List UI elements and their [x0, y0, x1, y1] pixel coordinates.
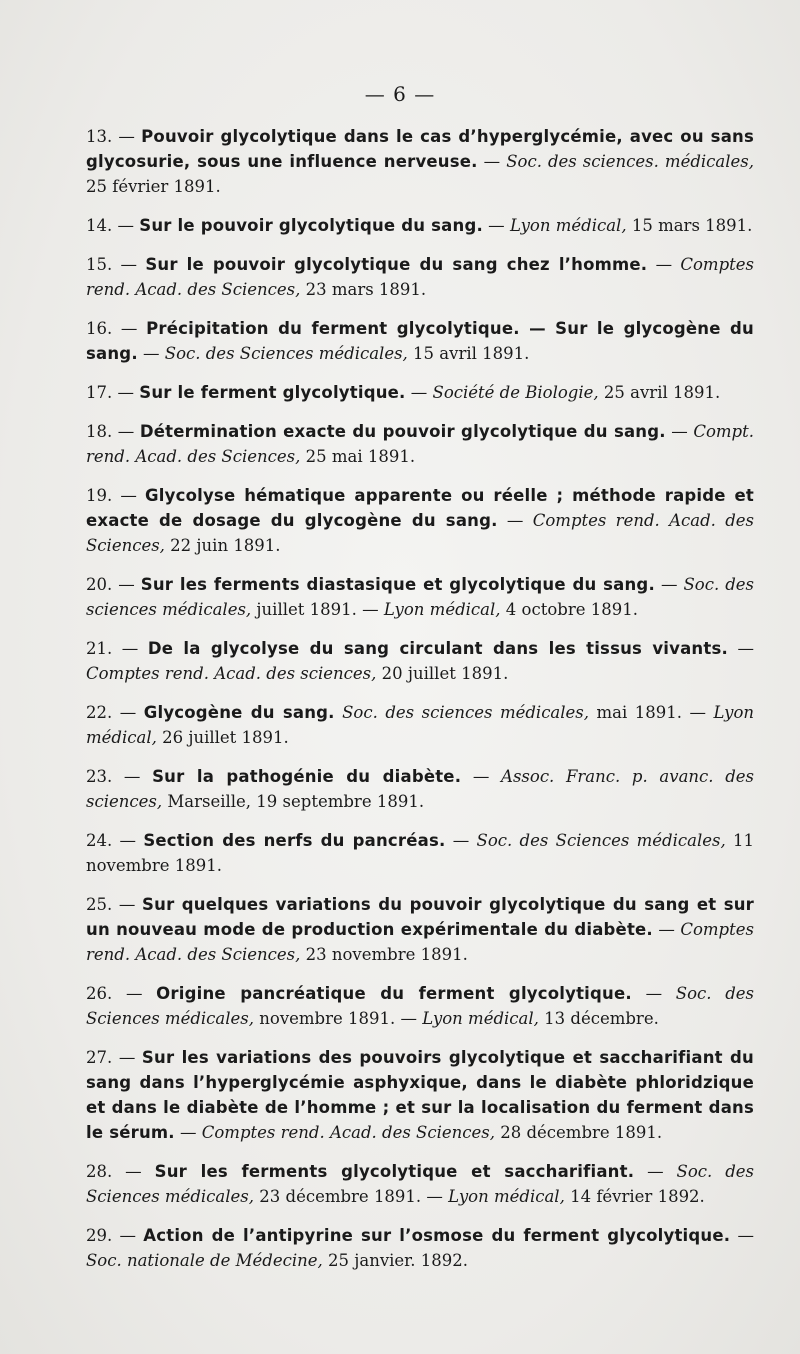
entry-title: Pouvoir glycolytique dans le cas d’hyperglycémie, avec ou sans glycosurie, sous une influence nerveuse. [86, 127, 754, 171]
entry-number: 17. — [86, 383, 140, 402]
bibliography-entry: 28. — Sur les ferments glycolytique et saccharifiant. — Soc. des Sciences médicales, 23 décembre 1891. — Lyon médical, 14 février 1892. [86, 1162, 755, 1206]
entry-number: 21. — [86, 639, 148, 658]
entry-date: 20 juillet 1891. [376, 664, 509, 683]
entry-date-secondary: 26 juillet 1891. [156, 728, 289, 747]
page-number: — 6 — [364, 82, 436, 106]
bibliography-entry: 16. — Précipitation du ferment glycolytique. — Sur le glycogène du sang. — Soc. des Sciences médicales, 15 avril 1891. [86, 319, 754, 363]
bibliography-entry: 17. — Sur le ferment glycolytique. — Société de Biologie, 25 avril 1891. [86, 383, 721, 402]
entry-date: 23 décembre 1891. — [254, 1187, 449, 1206]
entry-date: 28 décembre 1891. [494, 1123, 663, 1142]
entry-source: Compt. rend. Acad. des Sciences, [86, 422, 754, 466]
entry-source: Société de Biologie, [432, 383, 599, 402]
entry-number: 22. — [86, 703, 144, 722]
entry-number: 20. — [86, 575, 141, 594]
entry-number: 14. — [86, 216, 140, 235]
entry-source: Comptes rend. Acad. des Sciences, [86, 255, 754, 299]
entry-date: 25 avril 1891. [598, 383, 721, 402]
bibliography-entry: 13. — Pouvoir glycolytique dans le cas d’hyperglycémie, avec ou sans glycosurie, sous une influence nerveuse. — Soc. des sciences. médicales, 25 février 1891. [86, 127, 755, 196]
entry-source: Comptes rend. Acad. des Sciences, [86, 920, 754, 964]
entry-date: 25 février 1891. [86, 177, 221, 196]
entry-number: 24. — [86, 831, 144, 850]
entry-title: Sur quelques variations du pouvoir glycolytique du sang et sur un nouveau mode de production expérimentale du diabète. [86, 895, 754, 939]
entry-title: Précipitation du ferment glycolytique. — Sur le glycogène du sang. [86, 319, 754, 363]
entry-date: 23 novembre 1891. [300, 945, 468, 964]
entry-title: Action de l’antipyrine sur l’osmose du ferment glycolytique. [143, 1226, 731, 1245]
entry-number: 15. — [86, 255, 146, 274]
entry-number: 13. — [86, 127, 142, 146]
entry-date: Marseille, 19 septembre 1891. [162, 792, 425, 811]
entry-date: 15 mars 1891. [626, 216, 753, 235]
entry-title: Section des nerfs du pancréas. [143, 831, 446, 850]
bibliography-entry: 27. — Sur les variations des pouvoirs glycolytique et saccharifiant du sang dans l’hyperglycémie asphyxique, dans le diabète phloridzique et dans le diabète de l’homme ; et sur la localisation du ferment dans le sérum. — Comptes rend. Acad. des Sciences, 28 décembre 1891. [86, 1048, 754, 1142]
entry-source: Comptes rend. Acad. des Sciences, [201, 1123, 495, 1142]
entry-number: 26. — [86, 984, 157, 1003]
entry-date: 23 mars 1891. [300, 280, 427, 299]
entry-date: juillet 1891. — [251, 600, 384, 619]
entry-source: Soc. nationale de Médecine, [86, 1251, 323, 1270]
entry-source: Soc. des sciences. médicales, [506, 152, 755, 171]
entry-source: Assoc. Franc. p. avanc. des sciences, [86, 767, 754, 811]
entry-date: mai 1891. — [589, 703, 714, 722]
entry-number: 18. — [86, 422, 140, 441]
entry-source: Soc. des sciences médicales, [86, 575, 755, 619]
bibliography-entry: 29. — Action de l’antipyrine sur l’osmose du ferment glycolytique. — Soc. nationale de Médecine, 25 janvier. 1892. [86, 1226, 754, 1270]
entry-date-secondary: 13 décembre. [538, 1009, 659, 1028]
entry-title: De la glycolyse du sang circulant dans les tissus vivants. [147, 639, 728, 658]
bibliography-entry: 18. — Détermination exacte du pouvoir glycolytique du sang. — Compt. rend. Acad. des Sciences, 25 mai 1891. [86, 422, 754, 466]
entry-date: 22 juin 1891. [164, 536, 281, 555]
entry-source: Soc. des Sciences médicales, [476, 831, 726, 850]
bibliography-entry: 26. — Origine pancréatique du ferment glycolytique. — Soc. des Sciences médicales, novembre 1891. — Lyon médical, 13 décembre. [86, 984, 755, 1028]
entry-number: 29. — [86, 1226, 144, 1245]
bibliography-entry: 21. — De la glycolyse du sang circulant dans les tissus vivants. — Comptes rend. Acad. des sciences, 20 juillet 1891. [86, 639, 755, 683]
entry-source: Soc. des Sciences médicales, [86, 1162, 755, 1206]
entry-source-secondary: Lyon médical, [383, 600, 501, 619]
entry-number: 28. — [86, 1162, 155, 1181]
entry-title: Sur les ferments diastasique et glycolytique du sang. [140, 575, 655, 594]
entry-source: Comptes rend. Acad. des sciences, [86, 664, 377, 683]
bibliography-entry: 24. — Section des nerfs du pancréas. — Soc. des Sciences médicales, 11 novembre 1891. [86, 831, 755, 875]
bibliography-entry: 25. — Sur quelques variations du pouvoir glycolytique du sang et sur un nouveau mode de production expérimentale du diabète. — Comptes rend. Acad. des Sciences, 23 novembre 1891. [86, 895, 754, 964]
entry-title: Sur le pouvoir glycolytique du sang. [139, 216, 483, 235]
entry-title: Sur le ferment glycolytique. [139, 383, 406, 402]
entry-date-secondary: 4 octobre 1891. [500, 600, 638, 619]
entry-source-secondary: Lyon médical, [422, 1009, 539, 1028]
entry-source: Soc. des Sciences médicales, [86, 984, 755, 1028]
bibliography-entry: 20. — Sur les ferments diastasique et glycolytique du sang. — Soc. des sciences médicales, juillet 1891. — Lyon médical, 4 octobre 1891. [86, 575, 755, 619]
bibliography-list [86, 124, 754, 1287]
entry-date-secondary: 14 février 1892. [564, 1187, 705, 1206]
entry-title: Origine pancréatique du ferment glycolytique. [156, 984, 632, 1003]
bibliography-entry [86, 700, 754, 750]
entry-source-secondary: Lyon médical, [448, 1187, 565, 1206]
entry-number: 23. — [86, 767, 153, 786]
entry-source: Comptes rend. Acad. des Sciences, [86, 511, 754, 555]
entry-title: Glycolyse hématique apparente ou réelle ; méthode rapide et exacte de dosage du glycogène du sang. [86, 486, 754, 530]
entry-number: 16. — [86, 319, 147, 338]
bibliography-entry: 19. — Glycolyse hématique apparente ou réelle ; méthode rapide et exacte de dosage du glycogène du sang. — Comptes rend. Acad. des Sciences, 22 juin 1891. [86, 486, 754, 555]
entry-date: 11 novembre 1891. [86, 831, 755, 875]
bibliography-entry: 23. — Sur la pathogénie du diabète. — Assoc. Franc. p. avanc. des sciences, Marseille, 19 septembre 1891. [86, 767, 754, 811]
bibliography-entry: 14. — Sur le pouvoir glycolytique du sang. — Lyon médical, 15 mars 1891. [86, 216, 753, 235]
entry-title: Sur les ferments glycolytique et saccharifiant. [154, 1162, 635, 1181]
bibliography-entry: 15. — Sur le pouvoir glycolytique du sang chez l’homme. — Comptes rend. Acad. des Sciences, 23 mars 1891. [86, 255, 754, 299]
entry-date: novembre 1891. — [254, 1009, 423, 1028]
entry-title: Sur les variations des pouvoirs glycolytique et saccharifiant du sang dans l’hyperglycémie asphyxique, dans le diabète phloridzique et dans le diabète de l’homme ; et sur la localisation du ferment dans le sérum. [86, 1048, 754, 1142]
entry-number: 27. — [86, 1048, 142, 1067]
entry-date: 25 janvier. 1892. [322, 1251, 468, 1270]
entry-source: Soc. des Sciences médicales, [164, 344, 408, 363]
entry-source-secondary: Lyon médical, [86, 703, 755, 747]
entry-source: Lyon médical, [509, 216, 627, 235]
entry-date: 25 mai 1891. [300, 447, 416, 466]
entry-number: 19. — [86, 486, 146, 505]
entry-number: 25. — [86, 895, 143, 914]
entry-title: Glycogène du sang. [143, 703, 335, 722]
entry-title: Sur la pathogénie du diabète. [152, 767, 462, 786]
entry-date: 15 avril 1891. [407, 344, 530, 363]
entry-title: Sur le pouvoir glycolytique du sang chez l’homme. [145, 255, 648, 274]
entry-source: Soc. des sciences médicales, [342, 703, 590, 722]
entry-title: Détermination exacte du pouvoir glycolytique du sang. [139, 422, 666, 441]
